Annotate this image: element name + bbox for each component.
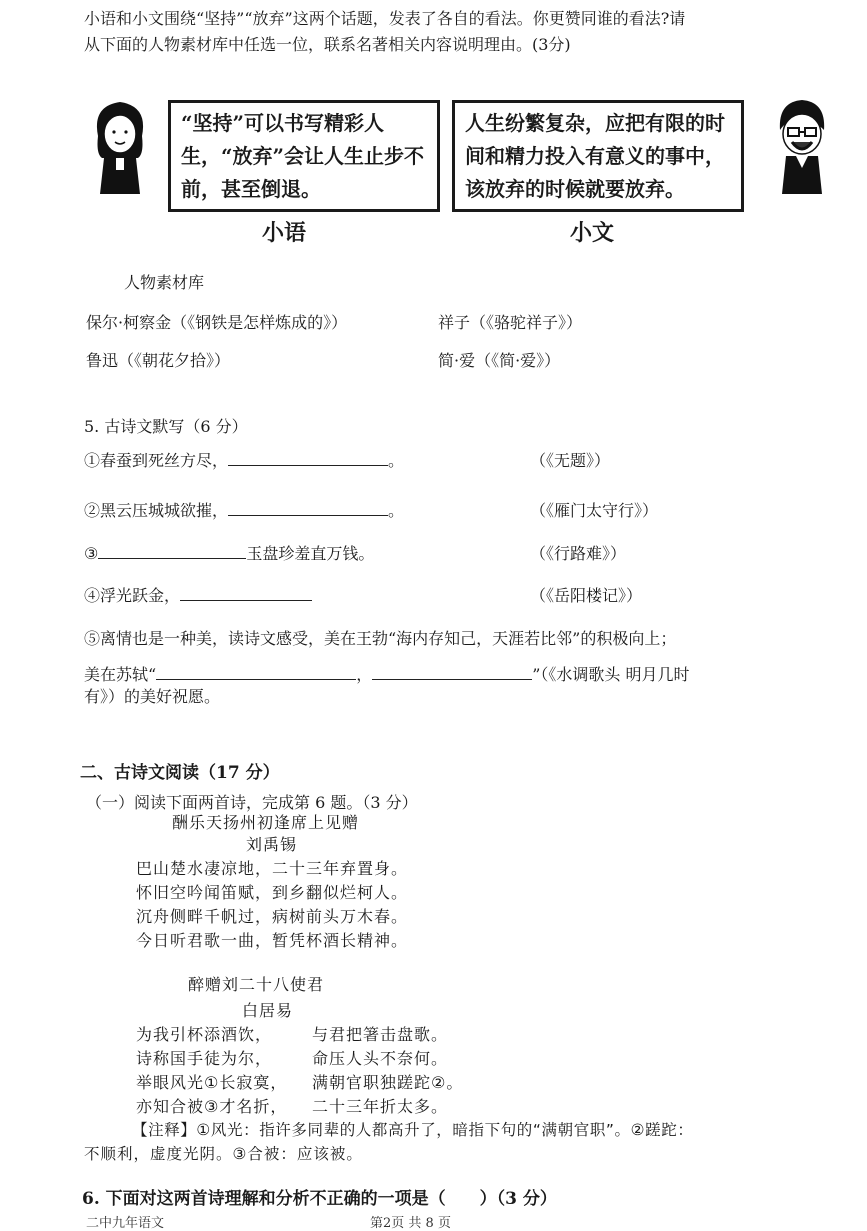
- poem-1-author: 刘禹锡: [246, 835, 298, 854]
- poem-1-line: 怀旧空吟闻笛赋，到乡翻似烂柯人。: [136, 883, 409, 902]
- q5-item-5-pre: 美在苏轼“: [84, 665, 157, 684]
- q5-item-5-mid: ，: [356, 665, 373, 684]
- poem-2-line-b: 满朝官职独蹉跎②。: [312, 1073, 464, 1092]
- poem-2-line-a: 亦知合被③才名折，: [136, 1097, 288, 1116]
- poem-2-author: 白居易: [242, 1001, 294, 1020]
- poem-1-line: 今日听君歌一曲，暂凭杯酒长精神。: [136, 931, 409, 950]
- xiaoyu-name-label: 小语: [262, 220, 307, 246]
- xiaowen-boy-figure: [772, 96, 830, 196]
- q5-item-2-pre: ②黑云压城城欲摧，: [84, 501, 229, 520]
- q5-item-3: [84, 541, 374, 564]
- q5-item-5-line-2: [84, 662, 689, 685]
- xiaoyu-girl-figure: [88, 96, 152, 196]
- library-title: 人物素材库: [124, 273, 205, 292]
- q5-item-3-blank[interactable]: [98, 557, 246, 559]
- q5-item-3-pre: ③: [84, 544, 99, 563]
- q5-item-4-pre: ④浮光跃金，: [84, 586, 181, 605]
- q5-item-1-pre: ①春蚕到死丝方尽，: [84, 451, 229, 470]
- q5-item-1-blank[interactable]: [228, 464, 388, 466]
- intro-line-1: 小语和小文围绕“坚持”“放弃”这两个话题，发表了各自的看法。你更赞同谁的看法?请: [84, 9, 686, 28]
- q5-item-4-source: （《岳阳楼记》）: [530, 586, 643, 605]
- xiaoyu-speech-bubble: [168, 100, 440, 212]
- poem-2-line-a: 为我引杯添酒饮，: [136, 1025, 273, 1044]
- xiaowen-name-label: 小文: [570, 220, 615, 246]
- library-item-luxun: 鲁迅（《朝花夕拾》）: [86, 351, 231, 370]
- q5-item-4-blank[interactable]: [180, 599, 312, 601]
- xiaowen-speech-text: 人生纷繁复杂，应把有限的时间和精力投入有意义的事中，该放弃的时候就要放弃。: [465, 111, 725, 201]
- poem-2-line-b: 命压人头不奈何。: [312, 1049, 449, 1068]
- footer-page-number: 第2页 共 8 页: [370, 1216, 451, 1231]
- poem-2-line-b: 与君把箸击盘歌。: [312, 1025, 449, 1044]
- q5-item-2: [84, 498, 404, 521]
- poem-2-line-a: 举眼风光①长寂寞，: [136, 1073, 288, 1092]
- note-line-2: 不顺利，虚度光阴。③合被：应该被。: [84, 1145, 363, 1163]
- footer-left: 二中九年语文: [86, 1216, 165, 1231]
- q5-item-2-source: （《雁门太守行》）: [530, 501, 659, 520]
- q5-item-1-post: 。: [388, 451, 405, 470]
- xiaoyu-speech-text: “坚持”可以书写精彩人生，“放弃”会让人生止步不前，甚至倒退。: [181, 111, 425, 201]
- q5-item-2-post: 。: [388, 501, 405, 520]
- q5-item-2-blank[interactable]: [228, 514, 388, 516]
- xiaowen-speech-bubble: [452, 100, 744, 212]
- q5-item-3-source: （《行路难》）: [530, 544, 627, 563]
- q5-item-4: [84, 583, 312, 606]
- note-line-1: 【注释】①风光：指许多同辈的人都高升了，暗指下句的“满朝官职”。②蹉跎：: [132, 1121, 694, 1139]
- section-2-sub-1: （一）阅读下面两首诗，完成第 6 题。（3 分）: [86, 793, 418, 812]
- poem-2-line-b: 二十三年折太多。: [312, 1097, 449, 1116]
- poem-1-title: 酬乐天扬州初逢席上见赠: [172, 813, 360, 832]
- q5-item-5-line-1: ⑤离情也是一种美，读诗文感受，美在王勃“海内存知己，天涯若比邻”的积极向上；: [84, 629, 677, 648]
- q5-title: 5. 古诗文默写（6 分）: [84, 417, 248, 436]
- poem-1-line: 巴山楚水凄凉地，二十三年弃置身。: [136, 859, 409, 878]
- library-item-xiangzi: 祥子（《骆驼祥子》）: [438, 313, 583, 332]
- poem-2-line-a: 诗称国手徒为尔，: [136, 1049, 273, 1068]
- q5-item-1: [84, 448, 404, 471]
- q5-item-3-post: 玉盘珍羞直万钱。: [246, 544, 375, 563]
- section-2-title: 二、古诗文阅读（17 分）: [80, 763, 280, 783]
- q5-item-1-source: （《无题》）: [530, 451, 611, 470]
- poem-2-title: 醉赠刘二十八使君: [188, 975, 325, 994]
- q5-item-5-post: ”（《水调歌头 明月几时: [532, 665, 690, 684]
- intro-line-2: 从下面的人物素材库中任选一位，联系名著相关内容说明理由。(3分): [84, 35, 571, 54]
- q5-item-5-blank-1[interactable]: [156, 678, 356, 680]
- q5-item-5-line-3: 有》）的美好祝愿。: [84, 687, 221, 706]
- library-item-jane-eyre: 简·爱（《简·爱》）: [438, 351, 561, 370]
- q5-item-5-blank-2[interactable]: [372, 678, 532, 680]
- poem-1-line: 沉舟侧畔千帆过，病树前头万木春。: [136, 907, 409, 926]
- library-item-paul: 保尔·柯察金（《钢铁是怎样炼成的》）: [86, 313, 348, 332]
- q6-question: 6. 下面对这两首诗理解和分析不正确的一项是（ ）（3 分）: [82, 1189, 557, 1209]
